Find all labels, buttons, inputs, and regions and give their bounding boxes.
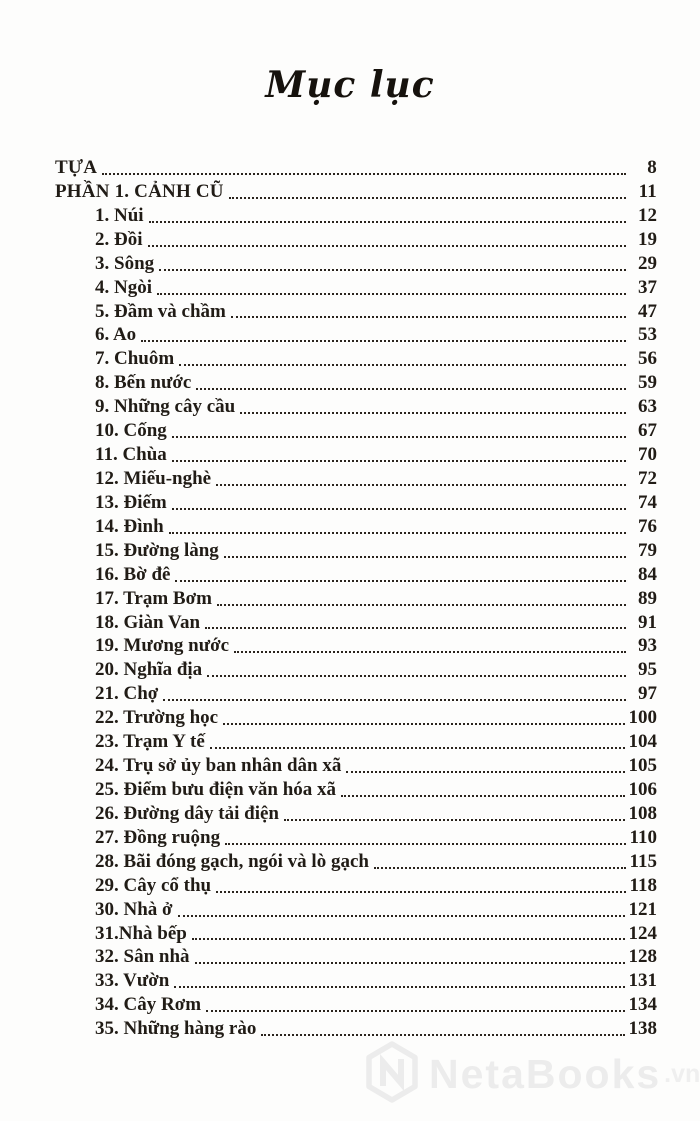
toc-entry-page: 91 xyxy=(638,611,657,633)
dotted-leader xyxy=(204,611,630,635)
toc-entry-page: 131 xyxy=(628,970,657,992)
dotted-leader xyxy=(194,945,629,969)
dotted-leader xyxy=(171,443,630,467)
toc-entry-page: 74 xyxy=(638,491,657,513)
toc-entry xyxy=(55,874,657,898)
dotted-leader xyxy=(216,587,630,611)
toc-entry xyxy=(55,276,657,300)
toc-entry-label: 31.Nhà bếp xyxy=(95,922,187,944)
toc-entry-page: 110 xyxy=(629,826,657,848)
dotted-leader xyxy=(345,754,628,778)
page-title: Mục lục xyxy=(265,64,435,106)
dotted-leader xyxy=(215,874,629,898)
dotted-leader xyxy=(158,252,630,276)
watermark-suffix-text: .vn xyxy=(664,1060,700,1088)
dotted-leader xyxy=(156,276,630,300)
toc-entry xyxy=(55,204,657,228)
dotted-leader xyxy=(239,395,630,419)
toc-entry xyxy=(55,802,657,826)
toc-entry xyxy=(55,419,657,443)
toc-entry xyxy=(55,347,657,371)
dotted-leader xyxy=(162,682,630,706)
dotted-leader xyxy=(173,969,628,993)
toc-entry-page: 105 xyxy=(628,755,657,777)
toc-entry-label: 27. Đồng ruộng xyxy=(95,826,221,848)
dotted-leader xyxy=(215,467,630,491)
toc-entry xyxy=(55,611,657,635)
toc-entry-label: 4. Ngòi xyxy=(95,276,152,298)
toc-entry-page: 53 xyxy=(638,324,657,346)
toc-entry-label: 16. Bờ đê xyxy=(95,563,171,585)
toc-entry-label: 17. Trạm Bơm xyxy=(95,587,212,609)
toc-entry-label: 13. Điếm xyxy=(95,491,167,513)
toc-entry xyxy=(55,945,657,969)
toc-entry xyxy=(55,587,657,611)
toc-entry-page: 104 xyxy=(628,731,657,753)
toc-entry-label: 25. Điểm bưu điện văn hóa xã xyxy=(95,778,337,800)
toc-entry xyxy=(55,754,657,778)
dotted-leader xyxy=(148,204,630,228)
toc-entry-label: PHẦN 1. CẢNH CŨ xyxy=(55,180,224,202)
toc-entry xyxy=(55,682,657,706)
dotted-leader xyxy=(283,802,629,826)
toc-entry-page: 138 xyxy=(628,1018,657,1040)
dotted-leader xyxy=(340,778,628,802)
dotted-leader xyxy=(147,228,631,252)
toc-entry-page: 89 xyxy=(638,587,657,609)
dotted-leader xyxy=(195,371,630,395)
toc-entry-page: 93 xyxy=(638,635,657,657)
toc-entry-label: 33. Vườn xyxy=(95,970,170,992)
toc-entry-label: 18. Giàn Van xyxy=(95,611,201,633)
toc-entry xyxy=(55,969,657,993)
toc-entry-page: 100 xyxy=(628,707,657,729)
toc-entry-label: 6. Ao xyxy=(95,324,137,346)
toc-entry-label: 19. Mương nước xyxy=(95,635,230,657)
dotted-leader xyxy=(233,634,630,658)
toc-entry-page: 128 xyxy=(628,946,657,968)
toc-entry-label: 22. Trường học xyxy=(95,707,219,729)
dotted-leader xyxy=(224,826,629,850)
toc-entry-label: 21. Chợ xyxy=(95,683,159,705)
dotted-leader xyxy=(206,658,630,682)
toc-entry xyxy=(55,539,657,563)
toc-entry-label: 15. Đường làng xyxy=(95,539,219,561)
toc-entry-page: 63 xyxy=(638,396,657,418)
toc-entry-label: 2. Đồi xyxy=(95,228,143,250)
toc-entry xyxy=(55,491,657,515)
dotted-leader xyxy=(230,300,630,324)
toc-entry-label: 24. Trụ sở ủy ban nhân dân xã xyxy=(95,755,342,777)
toc-entry xyxy=(55,826,657,850)
toc-entry-label: 5. Đầm và chầm xyxy=(95,300,226,322)
toc-entry-label: 35. Những hàng rào xyxy=(95,1018,257,1040)
dotted-leader xyxy=(222,706,628,730)
toc-entry xyxy=(55,706,657,730)
toc-entry xyxy=(55,371,657,395)
toc-entry xyxy=(55,228,657,252)
toc-entry xyxy=(55,156,657,180)
toc-entry-page: 12 xyxy=(638,204,657,226)
toc-entry-label: 32. Sân nhà xyxy=(95,946,190,968)
toc-entry-page: 97 xyxy=(638,683,657,705)
toc-entry xyxy=(55,634,657,658)
toc-entry-label: 1. Núi xyxy=(95,204,144,226)
toc-entry-page: 76 xyxy=(638,515,657,537)
toc-entry-label: 28. Bãi đóng gạch, ngói và lò gạch xyxy=(95,850,369,872)
dotted-leader xyxy=(209,730,629,754)
toc-list xyxy=(55,156,657,1041)
toc-entry-label: 34. Cây Rơm xyxy=(95,994,202,1016)
toc-entry-page: 37 xyxy=(638,276,657,298)
toc-entry-page: 67 xyxy=(638,420,657,442)
toc-entry xyxy=(55,252,657,276)
toc-entry-page: 72 xyxy=(638,467,657,489)
toc-entry-page: 59 xyxy=(638,372,657,394)
toc-entry xyxy=(55,730,657,754)
toc-entry xyxy=(55,180,657,204)
dotted-leader xyxy=(101,156,630,180)
toc-entry-page: 47 xyxy=(638,300,657,322)
toc-entry-label: 8. Bến nước xyxy=(95,372,192,394)
dotted-leader xyxy=(373,850,630,874)
toc-entry xyxy=(55,300,657,324)
toc-entry-page: 19 xyxy=(638,228,657,250)
dotted-leader xyxy=(168,515,630,539)
toc-entry xyxy=(55,395,657,419)
toc-entry xyxy=(55,898,657,922)
dotted-leader xyxy=(174,563,630,587)
toc-entry-label: 7. Chuôm xyxy=(95,348,175,370)
toc-entry-page: 115 xyxy=(629,850,657,872)
dotted-leader xyxy=(260,1017,628,1041)
toc-entry-page: 70 xyxy=(638,444,657,466)
toc-entry-label: 20. Nghĩa địa xyxy=(95,659,203,681)
toc-entry-label: 9. Những cây cầu xyxy=(95,396,236,418)
toc-entry-page: 11 xyxy=(638,180,657,202)
dotted-leader xyxy=(177,898,629,922)
dotted-leader xyxy=(223,539,630,563)
toc-entry-label: 11. Chùa xyxy=(95,444,167,466)
toc-entry-label: 14. Đình xyxy=(95,515,164,537)
watermark-brand-text: NetaBooks xyxy=(429,1051,662,1097)
toc-entry-label: TỰA xyxy=(55,157,98,178)
dotted-leader xyxy=(228,180,630,204)
toc-entry xyxy=(55,658,657,682)
toc-entry-label: 29. Cây cổ thụ xyxy=(95,874,212,896)
toc-entry-label: 30. Nhà ở xyxy=(95,898,173,920)
toc-entry-page: 8 xyxy=(647,157,657,178)
toc-entry xyxy=(55,850,657,874)
dotted-leader xyxy=(171,419,630,443)
toc-entry-page: 124 xyxy=(628,922,657,944)
toc-entry-page: 29 xyxy=(638,252,657,274)
toc-entry-page: 95 xyxy=(638,659,657,681)
dotted-leader xyxy=(140,323,630,347)
toc-entry-page: 79 xyxy=(638,539,657,561)
toc-entry xyxy=(55,993,657,1017)
toc-entry-label: 12. Miếu-nghè xyxy=(95,467,212,489)
toc-entry-label: 10. Cống xyxy=(95,420,167,442)
toc-entry-page: 134 xyxy=(628,994,657,1016)
toc-entry xyxy=(55,323,657,347)
toc-entry-page: 121 xyxy=(628,898,657,920)
toc-entry xyxy=(55,467,657,491)
dotted-leader xyxy=(205,993,628,1017)
toc-entry-label: 3. Sông xyxy=(95,252,155,274)
toc-entry-page: 108 xyxy=(628,802,657,824)
toc-entry-page: 118 xyxy=(629,874,657,896)
dotted-leader xyxy=(178,347,630,371)
toc-entry-page: 56 xyxy=(638,348,657,370)
netabooks-watermark xyxy=(365,1041,700,1108)
toc-entry-label: 26. Đường dây tải điện xyxy=(95,802,279,824)
toc-entry xyxy=(55,1017,657,1041)
toc-entry-label: 23. Trạm Y tế xyxy=(95,731,205,753)
toc-entry xyxy=(55,778,657,802)
toc-entry-page: 106 xyxy=(628,778,657,800)
dotted-leader xyxy=(171,491,630,515)
toc-entry xyxy=(55,515,657,539)
dotted-leader xyxy=(191,922,629,946)
toc-entry xyxy=(55,563,657,587)
toc-entry xyxy=(55,922,657,946)
hexagon-n-icon xyxy=(365,1041,419,1108)
toc-entry-page: 84 xyxy=(638,563,657,585)
toc-entry xyxy=(55,443,657,467)
